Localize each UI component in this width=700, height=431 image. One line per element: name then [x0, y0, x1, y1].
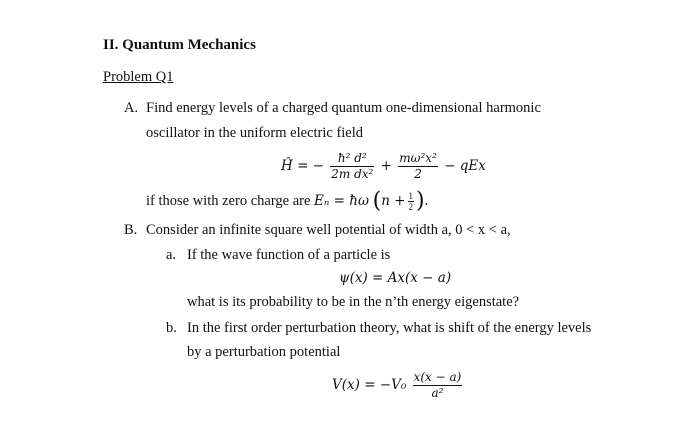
- half-denominator: 2: [408, 202, 413, 213]
- sub-a-line2: what is its probability to be in the n’th energy eigenstate?: [187, 294, 520, 310]
- left-paren: (: [372, 188, 382, 214]
- field-term: − qEx: [444, 158, 486, 174]
- part-a-line1: Find energy levels of a charged quantum one-dimensional harmonic: [146, 100, 541, 116]
- wave-function-equation: ψ(x) = Ax(x − a): [339, 270, 452, 286]
- perturbation-fraction-numerator: x(x − a): [413, 370, 462, 384]
- kinetic-fraction: [330, 151, 374, 182]
- part-a-line3: [146, 189, 428, 213]
- sub-b-marker: b.: [166, 320, 177, 336]
- potential-fraction-denominator: 2: [414, 167, 422, 181]
- part-a-line3-prefix: if those with zero charge are: [146, 193, 315, 209]
- part-a-line2: oscillator in the uniform electric field: [146, 125, 364, 141]
- kinetic-fraction-denominator: 2m dx²: [331, 167, 374, 181]
- sub-b-line1: In the first order perturbation theory, what is shift of the energy levels: [187, 320, 592, 336]
- potential-fraction-numerator: mω²x²: [399, 151, 437, 165]
- energy-inner: n +: [381, 193, 406, 209]
- sub-a-line1: If the wave function of a particle is: [187, 247, 391, 263]
- kinetic-fraction-numerator: ħ² d²: [330, 151, 374, 167]
- right-paren: ): [416, 188, 425, 214]
- part-b-marker: B.: [124, 222, 138, 238]
- sub-a-marker: a.: [166, 247, 177, 263]
- perturbation-lhs: V(x) = −V₀: [332, 377, 407, 393]
- section-title: II. Quantum Mechanics: [103, 37, 256, 53]
- hamiltonian-equation: [281, 148, 486, 184]
- half-numerator: 1: [408, 191, 413, 202]
- part-a-line3-suffix: .: [424, 193, 429, 209]
- energy-expression: Eₙ = ħω: [314, 193, 369, 209]
- hamiltonian-lhs: Ĥ = −: [281, 158, 324, 174]
- potential-fraction: [398, 151, 438, 182]
- perturbation-fraction-denominator: a²: [431, 386, 444, 400]
- plus-sign: +: [380, 158, 392, 174]
- part-a-marker: A.: [124, 100, 139, 116]
- half-fraction: [408, 191, 415, 212]
- part-b-line1: Consider an infinite square well potential of width a, 0 < x < a,: [146, 222, 511, 238]
- sub-b-line2: by a perturbation potential: [187, 344, 341, 360]
- perturbation-equation: [332, 366, 464, 404]
- perturbation-fraction: [413, 370, 463, 401]
- problem-title: Problem Q1: [103, 69, 174, 85]
